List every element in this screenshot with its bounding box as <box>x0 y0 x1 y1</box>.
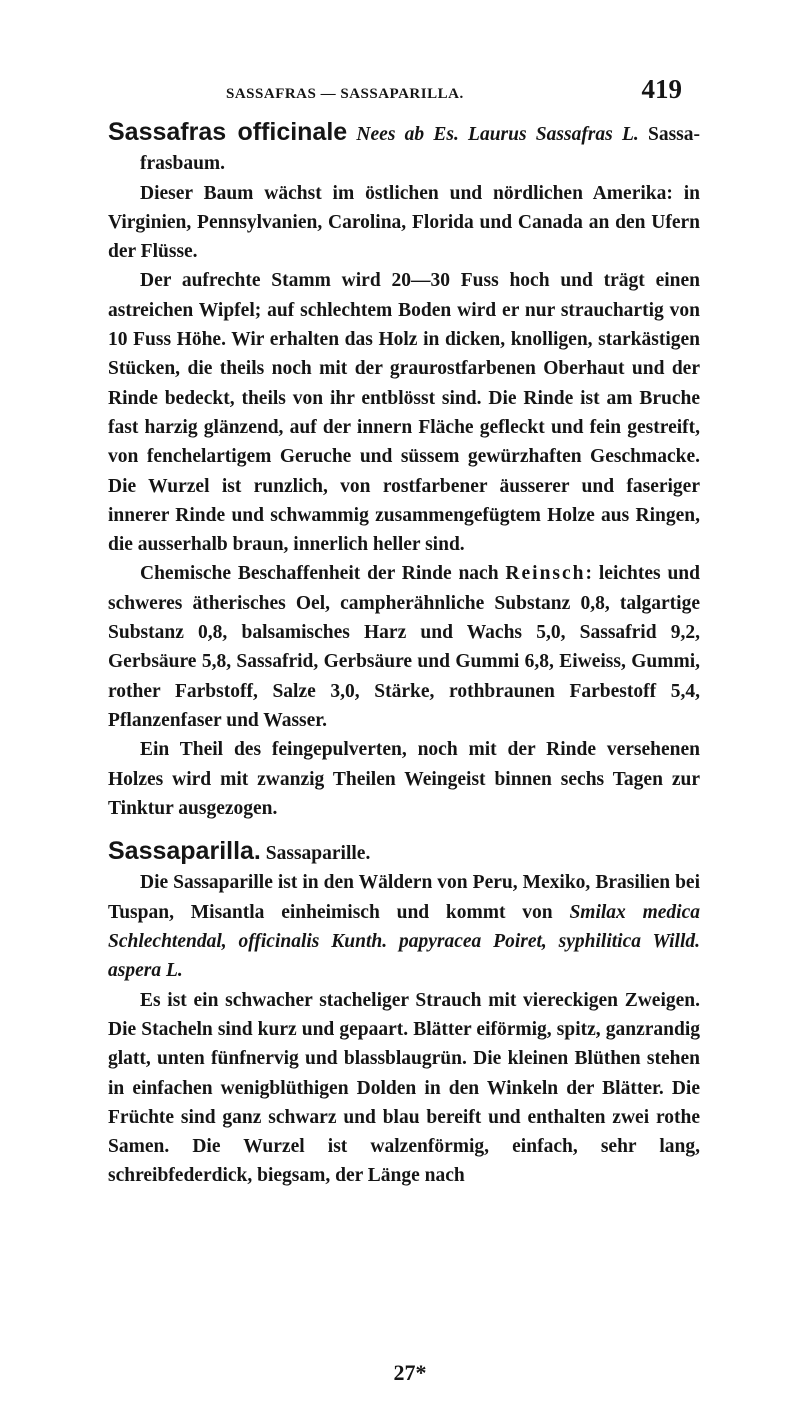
page-header <box>226 74 686 110</box>
entry-common-name: Sassaparille. <box>265 843 371 865</box>
species-names: Smilax medica Schlechtendal, officinalis Kunth. papyracea Poiret, syphilitica Willd. aspera L. <box>108 901 700 982</box>
section-sassafras <box>108 118 700 823</box>
origin-text: Die Sassaparille ist in den Wäldern von Peru, Mexiko, Brasilien bei Tuspan, Misantla einheimisch und kommt von <box>108 872 700 923</box>
paragraph-plant-description: Es ist ein schwacher stacheliger Strauch mit viereckigen Zweigen. Die Stacheln sind kurz und gepaart. Blätter eiförmig, spitz, ganzrandig glatt, unten fünfnervig und blassblaugrün. Die kleinen Blüthen stehen in einfachen wenigblüthigen Dolden in den Winkeln der Blätter. Die Früchte sind ganz schwarz und blau bereift und enthalten zwei rothe Samen. Die Wurzel ist walzenförmig, einfach, sehr lang, schreibfederdick, biegsam, der Länge nach <box>108 989 700 1187</box>
paragraph-chemistry <box>108 559 700 735</box>
paragraph-origin <box>108 868 700 985</box>
page-number: 419 <box>641 74 682 104</box>
entry-heading-sassafras <box>108 118 700 179</box>
chemistry-text-rest: : leichtes und schweres ätherisches Oel, campherähnliche Substanz 0,8, talgartige Substanz 0,8, balsamisches Harz und Wachs 5,0, Sassafrid 9,2, Gerbsäure 5,8, Sassafrid, Gerbsäure und Gummi 6,8, Eiweiss, Gummi, rother Farbstoff, Salze 3,0, Stärke, rothbraunen Farbestoff 5,4, Pflanzenfaser und Wasser. <box>108 563 700 731</box>
entry-term: Sassafras officinale <box>108 118 348 146</box>
chemistry-text: Chemische Beschaffenheit der Rinde nach <box>140 563 499 585</box>
author-name: Reinsch <box>505 563 586 585</box>
paragraph-distribution: Dieser Baum wächst im östlichen und nördlichen Amerika: in Virginien, Pennsylvanien, Carolina, Florida und Canada an den Ufern der Flüsse. <box>108 182 700 263</box>
entry-authority: Nees ab Es. Laurus Sassafras L. <box>356 124 639 145</box>
paragraph-tincture: Ein Theil des feingepulverten, noch mit der Rinde versehenen Holzes wird mit zwanzig Theilen Weingeist binnen sechs Tagen zur Tinktur ausgezogen. <box>108 739 700 819</box>
entry-term: Sassaparilla. <box>108 837 261 866</box>
entry-heading-sassaparilla <box>108 837 700 868</box>
entry-common-name: Sassa-frasbaum. <box>140 124 701 175</box>
section-sassaparilla <box>108 837 700 1191</box>
running-head: SASSAFRAS — SASSAPARILLA. <box>226 86 464 102</box>
paragraph-description: Der aufrechte Stamm wird 20—30 Fuss hoch und trägt einen astreichen Wipfel; auf schlechtem Boden wird er nur strauchartig von 10 Fuss Höhe. Wir erhalten das Holz in dicken, knolligen, starkästigen Stücken, die theils noch mit der graurostfarbenen Oberhaut und der Rinde bedeckt, theils von ihr entblösst sind. Die Rinde ist am Bruche fast harzig glänzend, auf der innern Fläche gefleckt und fein gestreift, von fenchelartigem Geruche und süssem gewürzhaften Geschmacke. Die Wurzel ist runzlich, von rostfarbener äusserer und faseriger innerer Rinde und schwammig zusammengefügtem Holze aus Ringen, die ausserhalb braun, innerlich heller sind. <box>108 270 700 556</box>
page-body <box>108 118 700 1191</box>
signature-mark: 27* <box>393 1360 427 1385</box>
